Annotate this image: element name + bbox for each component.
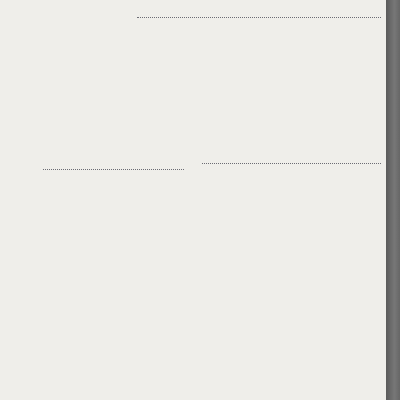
answers-title bbox=[201, 156, 382, 166]
part-three-title-line1 bbox=[4, 152, 185, 162]
part-three-title-line2 bbox=[4, 162, 185, 172]
left-column bbox=[4, 152, 185, 172]
part-two bbox=[4, 0, 382, 20]
table-of-contents bbox=[4, 0, 382, 20]
dot-leader bbox=[43, 169, 184, 170]
right-column bbox=[201, 152, 382, 172]
dot-leader bbox=[137, 17, 381, 18]
page-edge-shadow bbox=[386, 0, 400, 400]
part-two-title-line1 bbox=[4, 0, 382, 10]
two-column-section bbox=[4, 152, 382, 172]
dot-leader bbox=[202, 163, 381, 164]
part-two-title-line2 bbox=[4, 10, 382, 20]
